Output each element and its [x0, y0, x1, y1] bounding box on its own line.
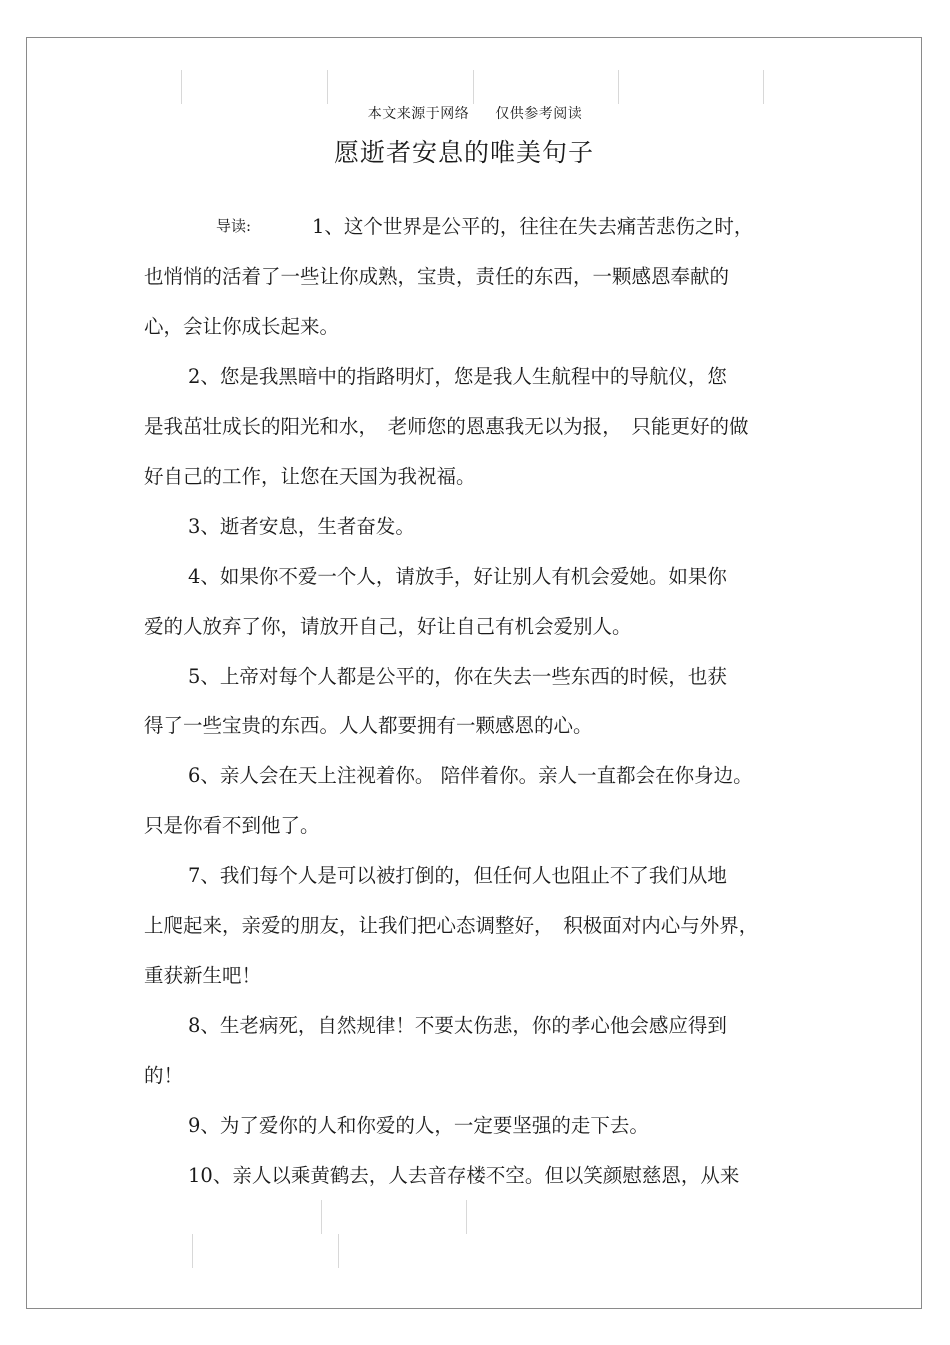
header-divider	[763, 70, 764, 104]
body-line: 心，会让你成长起来。	[144, 315, 340, 338]
footer-divider	[338, 1234, 339, 1268]
body-line: 得了一些宝贵的东西。人人都要拥有一颗感恩的心。	[144, 714, 593, 737]
footer-divider	[466, 1200, 467, 1234]
body-line: 5、上帝对每个人都是公平的，你在失去一些东西的时候，也获	[188, 665, 727, 688]
body-line: 是我茁壮成长的阳光和水， 老师您的恩惠我无以为报， 只能更好的做	[144, 415, 749, 438]
body-line: 的！	[144, 1064, 184, 1087]
header-divider	[181, 70, 182, 104]
body-line: 爱的人放弃了你，请放开自己，好让自己有机会爱别人。	[144, 615, 632, 638]
body-line: 7、我们每个人是可以被打倒的，但任何人也阻止不了我们从地	[188, 864, 727, 887]
body-line: 10、亲人以乘黄鹤去，人去音存楼不空。但以笑颜慰慈恩，从来	[188, 1164, 740, 1187]
source-note: 本文来源于网络	[367, 106, 470, 122]
body-line: 好自己的工作，让您在天国为我祝福。	[144, 465, 476, 488]
body-line: 也悄悄的活着了一些让你成熟，宝贵，责任的东西，一颗感恩奉献的	[144, 265, 730, 288]
reference-note: 仅供参考阅读	[495, 106, 583, 122]
footer-divider	[192, 1234, 193, 1268]
body-line: 4、如果你不爱一个人，请放手，好让别人有机会爱她。如果你	[188, 565, 727, 588]
footer-divider	[321, 1200, 322, 1234]
lead-label: 导读:	[216, 217, 252, 235]
header-divider	[473, 70, 474, 104]
body-line: 上爬起来，亲爱的朋友，让我们把心态调整好， 积极面对内心与外界，	[144, 914, 759, 937]
body-line: 3、逝者安息，生者奋发。	[188, 515, 415, 538]
header-note	[0, 103, 950, 123]
header-divider	[618, 70, 619, 104]
body-line: 6、亲人会在天上注视着你。 陪伴着你。亲人一直都会在你身边。	[188, 764, 753, 787]
body-line: 1、这个世界是公平的，往往在失去痛苦悲伤之时，	[312, 215, 754, 238]
body-line: 2、您是我黑暗中的指路明灯，您是我人生航程中的导航仪，您	[188, 365, 727, 388]
body-line: 8、生老病死，自然规律！不要太伤悲，你的孝心他会感应得到	[188, 1014, 727, 1037]
body-line: 9、为了爱你的人和你爱的人，一定要坚强的走下去。	[188, 1114, 649, 1137]
header-divider	[327, 70, 328, 104]
body-line: 只是你看不到他了。	[144, 814, 320, 837]
body-line: 重获新生吧！	[144, 964, 262, 987]
document-title: 愿逝者安息的唯美句子	[333, 138, 594, 167]
